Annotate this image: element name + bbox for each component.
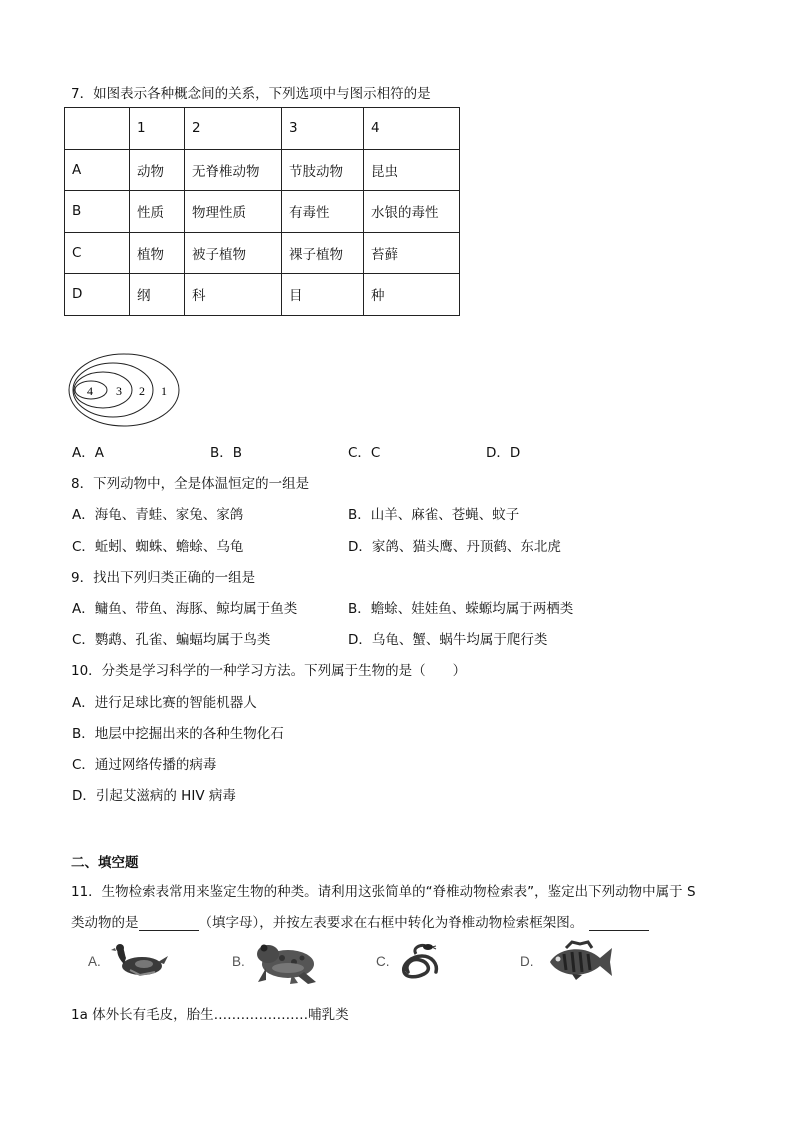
q7-stem: 7．如图表示各种概念间的关系，下列选项中与图示相符的是 (71, 86, 431, 102)
table-cell: B (65, 191, 130, 233)
table-cell: 节肢动物 (282, 149, 364, 191)
table-cell: 1 (130, 108, 185, 150)
fish-icon (544, 940, 616, 982)
q10-option-a[interactable]: A．进行足球比赛的智能机器人 (72, 695, 257, 711)
table-header-row (65, 108, 460, 150)
snake-icon (398, 942, 444, 986)
q8-option-a[interactable]: A．海龟、青蛙、家兔、家鸽 (72, 507, 244, 523)
frog-icon (252, 938, 322, 986)
q7-option-d[interactable]: D．D (486, 445, 521, 461)
table-row (65, 149, 460, 191)
q7-table (64, 107, 460, 316)
q8-option-d[interactable]: D．家鸽、猫头鹰、丹顶鹤、东北虎 (348, 539, 561, 555)
ellipse-label-3: 3 (116, 384, 122, 398)
animal-label-a: A. (88, 954, 101, 969)
table-row (65, 274, 460, 316)
q7-option-a[interactable]: A．A (72, 445, 104, 461)
q11-diagram-blank[interactable] (589, 916, 649, 931)
q11-text-a: 类动物的是 (71, 915, 139, 931)
table-cell: 性质 (130, 191, 185, 233)
table-cell: 昆虫 (364, 149, 460, 191)
table-cell: 目 (282, 274, 364, 316)
q11-text-b: （填字母），并按左表要求在右框中转化为脊椎动物检索框架图。 (198, 915, 584, 931)
q7-option-b[interactable]: B．B (210, 445, 243, 461)
table-cell: 科 (185, 274, 282, 316)
table-cell: 裸子植物 (282, 232, 364, 274)
q9-option-c[interactable]: C．鹦鹉、孔雀、蝙蝠均属于鸟类 (72, 632, 271, 648)
q9-option-a[interactable]: A．鳙鱼、带鱼、海豚、鲸均属于鱼类 (72, 601, 298, 617)
table-row (65, 232, 460, 274)
table-cell: 纲 (130, 274, 185, 316)
table-cell: D (65, 274, 130, 316)
q8-stem: 8．下列动物中，全是体温恒定的一组是 (71, 476, 310, 492)
q11-stem-line1: 11．生物检索表常用来鉴定生物的种类。请利用这张简单的“脊椎动物检索表”，鉴定出下列动物中属于 S (71, 884, 696, 900)
table-cell: 4 (364, 108, 460, 150)
table-cell: C (65, 232, 130, 274)
animal-label-d: D. (520, 954, 534, 969)
q9-option-d[interactable]: D．乌龟、蟹、蜗牛均属于爬行类 (348, 632, 548, 648)
table-cell (65, 108, 130, 150)
q11-stem-line2 (71, 911, 649, 931)
table-cell: 3 (282, 108, 364, 150)
q10-option-c[interactable]: C．通过网络传播的病毒 (72, 757, 217, 773)
animal-label-b: B. (232, 954, 245, 969)
duck-icon (110, 942, 172, 980)
table-cell: 2 (185, 108, 282, 150)
q10-option-b[interactable]: B．地层中挖掘出来的各种生物化石 (72, 726, 284, 742)
q7-option-c[interactable]: C．C (348, 445, 381, 461)
ellipse-label-2: 2 (139, 384, 145, 398)
table-cell: 苔藓 (364, 232, 460, 274)
table-cell: 水银的毒性 (364, 191, 460, 233)
q8-option-b[interactable]: B．山羊、麻雀、苍蝇、蚊子 (348, 507, 520, 523)
table-row (65, 191, 460, 233)
ellipse-label-4: 4 (87, 384, 93, 398)
q8-option-c[interactable]: C．蚯蚓、蜘蛛、蟾蜍、乌龟 (72, 539, 244, 555)
ellipse-label-1: 1 (161, 384, 167, 398)
animal-label-c: C. (376, 954, 390, 969)
table-cell: 种 (364, 274, 460, 316)
table-cell: 动物 (130, 149, 185, 191)
concept-ellipse-diagram (68, 352, 182, 428)
q11-key-line: 1a 体外长有毛皮，胎生…………………哺乳类 (71, 1007, 349, 1023)
section-heading: 二、填空题 (71, 855, 139, 871)
table-cell: 被子植物 (185, 232, 282, 274)
table-cell: A (65, 149, 130, 191)
table-cell: 有毒性 (282, 191, 364, 233)
q10-option-d[interactable]: D．引起艾滋病的 HIV 病毒 (72, 788, 236, 804)
table-cell: 物理性质 (185, 191, 282, 233)
q10-stem: 10．分类是学习科学的一种学习方法。下列属于生物的是（ ） (71, 663, 467, 679)
q9-option-b[interactable]: B．蟾蜍、娃娃鱼、蝾螈均属于两栖类 (348, 601, 574, 617)
q11-answer-blank[interactable] (139, 916, 199, 931)
q9-stem: 9．找出下列归类正确的一组是 (71, 570, 256, 586)
table-cell: 植物 (130, 232, 185, 274)
table-cell: 无脊椎动物 (185, 149, 282, 191)
